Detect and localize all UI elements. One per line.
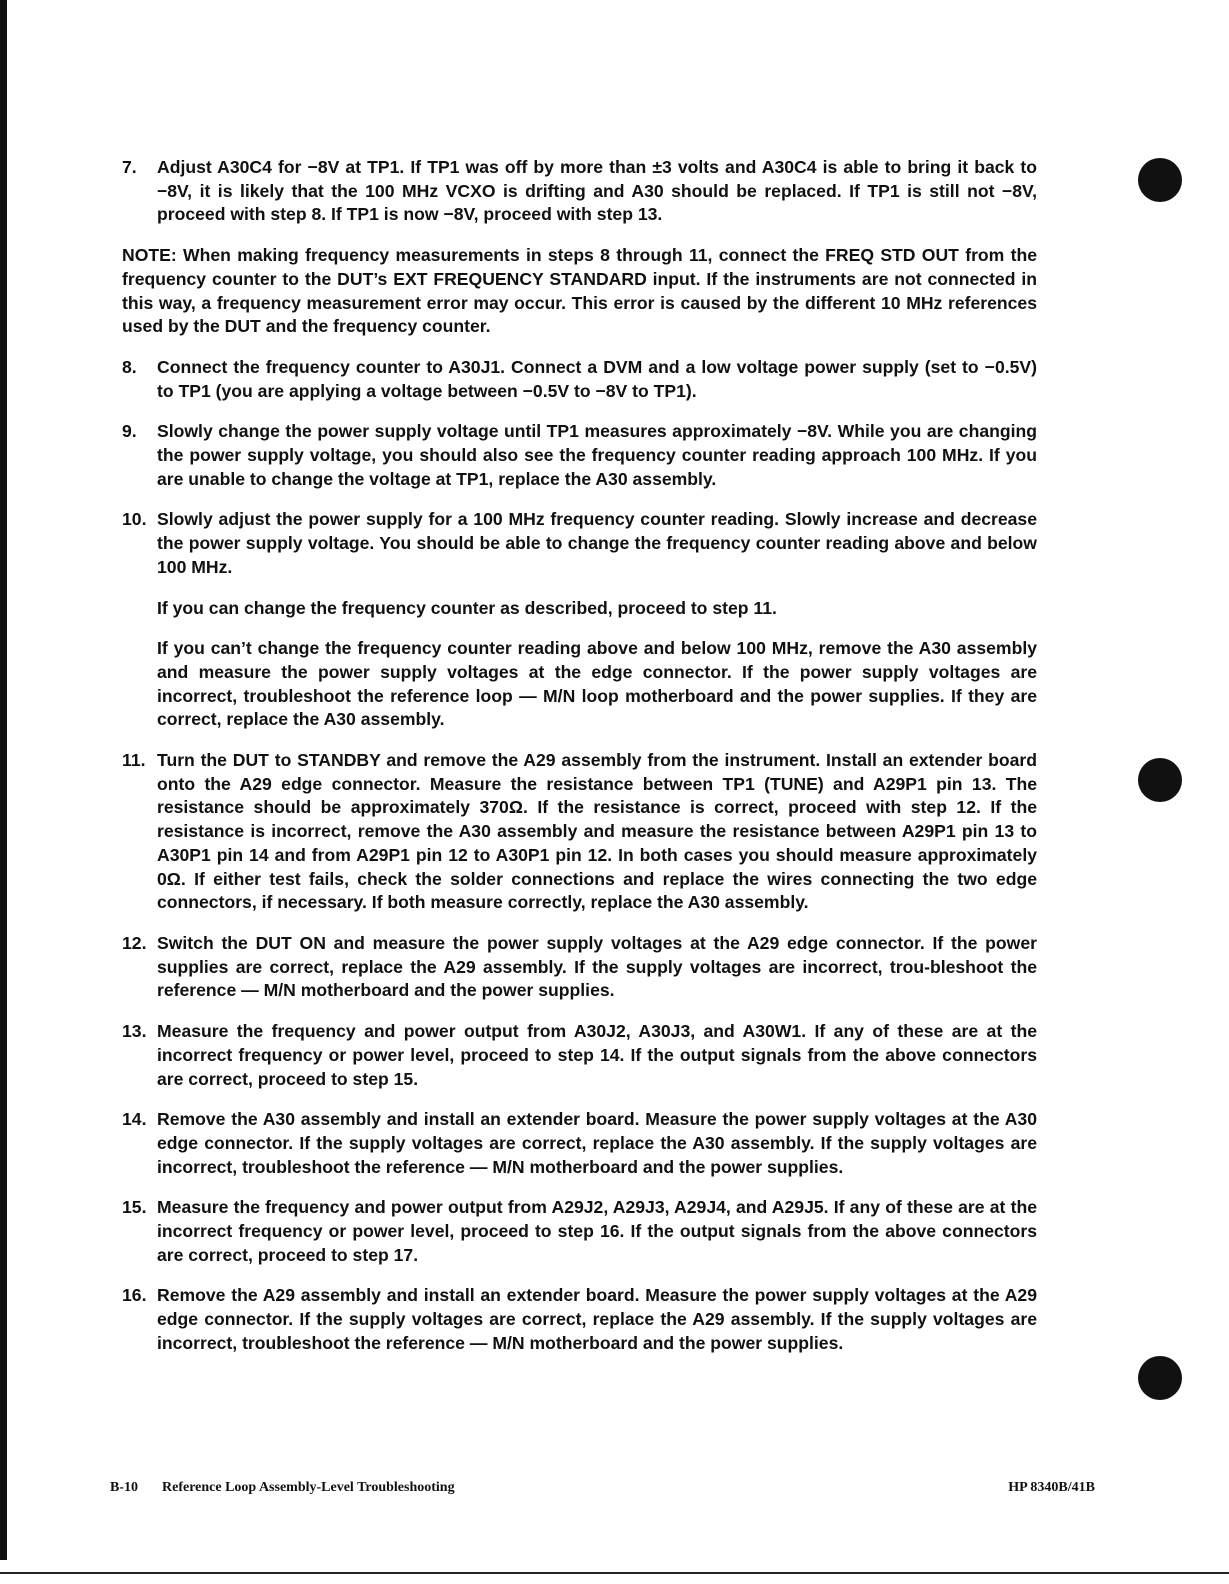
step-text: If you can change the frequency counter as described, proceed to step 11. [157, 597, 777, 618]
step-number: 12. [122, 932, 147, 953]
page-number: B-10 [110, 1480, 138, 1495]
step-14 [122, 1108, 1037, 1179]
binder-hole-middle [1138, 758, 1182, 802]
step-text: Turn the DUT to STANDBY and remove the A29 assembly from the instrument. Install an extender board onto the A29 edge connector. Measure the resistance between TP1 (TUNE) and A29P1 pin 13. The resistance should be approximately 370Ω. If the resistance is correct, proceed with step 12. If the resistance is incorrect, remove the A30 assembly and measure the resistance between A29P1 pin 13 to A30P1 pin 14 and from A29P1 pin 12 to A30P1 pin 12. In both cases you should measure approximately 0Ω. If either test fails, check the solder connections and replace the wires connecting the two edge connectors, if necessary. If both measure correctly, replace the A30 assembly. [157, 750, 1037, 913]
binder-hole-top [1138, 158, 1182, 202]
step-number: 7. [122, 157, 137, 177]
step-text: Remove the A29 assembly and install an extender board. Measure the power supply voltages at the A29 edge connector. If the supply voltages are correct, replace the A29 assembly. If the supply voltages are incorrect, troubleshoot the reference — M/N motherboard and the power supplies. [157, 1285, 1037, 1353]
bottom-rule [0, 1572, 1229, 1574]
note-block [122, 244, 1037, 339]
step-text: Adjust A30C4 for −8V at TP1. If TP1 was off by more than ±3 volts and A30C4 is able to bring it back to −8V, it is likely that the 100 MHz VCXO is drifting and A30 should be replaced. If TP1 is still not −8V, proceed with step 8. If TP1 is now −8V, proceed with step 13. [157, 157, 1037, 225]
step-15 [122, 1196, 1037, 1267]
step-11 [122, 749, 1037, 915]
step-text: Remove the A30 assembly and install an extender board. Measure the power supply voltages at the A30 edge connector. If the supply voltages are correct, replace the A30 assembly. If the supply voltages are incorrect, troubleshoot the reference — M/N motherboard and the power supplies. [157, 1109, 1037, 1177]
step-number: 16. [122, 1285, 147, 1306]
footer-title: Reference Loop Assembly-Level Troubleshooting [162, 1480, 455, 1495]
page-content [122, 156, 1037, 1373]
left-margin-bar [0, 0, 7, 1560]
step-number: 8. [122, 356, 137, 377]
binder-hole-bottom [1138, 1356, 1182, 1400]
step-text: Switch the DUT ON and measure the power supply voltages at the A29 edge connector. If the power supplies are correct, replace the A29 assembly. If the supply voltages are incorrect, trou-bleshoot the reference — M/N motherboard and the power supplies. [157, 932, 1037, 1001]
step-number: 10. [122, 509, 147, 530]
step-text: Slowly adjust the power supply for a 100 MHz frequency counter reading. Slowly increase and decrease the power supply voltage. You should be able to change the frequency counter reading above and below 100 MHz. [157, 509, 1037, 577]
step-number: 15. [122, 1197, 147, 1218]
step-number: 14. [122, 1109, 147, 1130]
step-16 [122, 1284, 1037, 1355]
footer-model: HP 8340B/41B [1008, 1480, 1095, 1495]
step-7 [122, 156, 1037, 227]
step-8 [122, 356, 1037, 403]
step-text: Measure the frequency and power output from A29J2, A29J3, A29J4, and A29J5. If any of these are at the incorrect frequency or power level, proceed to step 16. If the output signals from the above connectors are correct, proceed to step 17. [157, 1197, 1037, 1265]
step-9 [122, 420, 1037, 491]
step-number: 9. [122, 421, 137, 442]
step-number: 13. [122, 1021, 147, 1042]
step-number: 11. [122, 750, 146, 771]
step-text: Slowly change the power supply voltage until TP1 measures approximately −8V. While you are changing the power supply voltage, you should also see the frequency counter reading approach 100 MHz. If you are unable to change the voltage at TP1, replace the A30 assembly. [157, 421, 1037, 489]
step-13 [122, 1020, 1037, 1091]
step-text: Measure the frequency and power output from A30J2, A30J3, and A30W1. If any of these are at the incorrect frequency or power level, proceed to step 14. If the output signals from the above connectors are correct, proceed to step 15. [157, 1021, 1037, 1089]
note-label: NOTE: [122, 245, 177, 266]
step-10 [122, 508, 1037, 732]
step-12 [122, 932, 1037, 1003]
step-text: Connect the frequency counter to A30J1. Connect a DVM and a low voltage power supply (set to −0.5V) to TP1 (you are applying a voltage between −0.5V to −8V to TP1). [157, 356, 1037, 401]
step-text: If you can’t change the frequency counter reading above and below 100 MHz, remove the A30 assembly and measure the power supply voltages at the edge connector. If the power supply voltages are incorrect, troubleshoot the reference loop — M/N loop motherboard and the power supplies. If they are correct, replace the A30 assembly. [157, 638, 1037, 730]
note-text: When making frequency measurements in steps 8 through 11, connect the FREQ STD OUT from the frequency counter to the DUT’s EXT FREQUENCY STANDARD input. If the instruments are not connected in this way, a frequency measurement error may occur. This error is caused by the different 10 MHz references used by the DUT and the frequency counter. [122, 245, 1038, 337]
